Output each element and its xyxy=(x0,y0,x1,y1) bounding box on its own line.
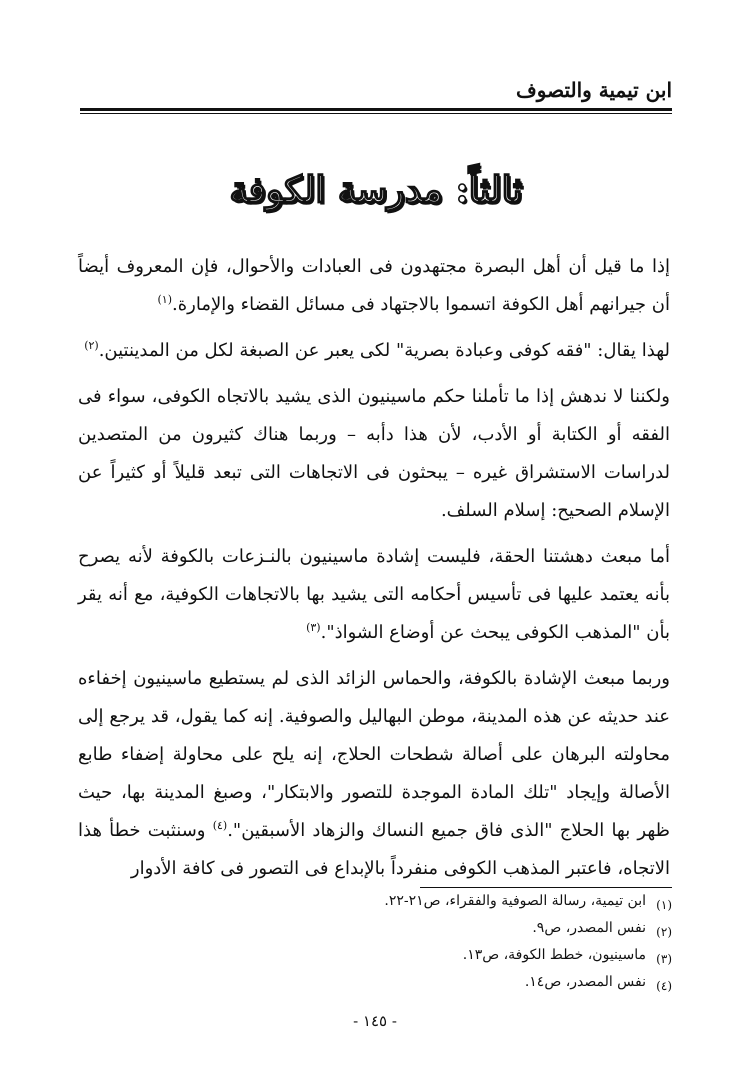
paragraph-5-text-a: وربما مبعث الإشادة بالكوفة، والحماس الزائد الذى لم يستطيع ماسينيون إخفاءه عند حديثه عن هذه المدينة، موطن البهاليل والصوفية. إنه كما يقول، قد يرجع إلى محاولته البرهان على أصالة شطحات الحلاج، إنه يلح على محاولة إضفاء طابع الأصالة وإيجاد "تلك المادة الموجدة للتصور والابتكار"، وصبغ المدينة بها، حيث ظهر بها الحلاج "الذى فاق جميع النساك والزهاد الأسبقين". xyxy=(78,668,670,841)
running-header: ابن تيمية والتصوف xyxy=(516,78,672,102)
header-rule xyxy=(80,108,672,111)
paragraph-5 xyxy=(78,660,670,888)
footnote-2 xyxy=(252,917,672,944)
footnote-1 xyxy=(252,890,672,917)
footnote-ref-2: (٢) xyxy=(84,339,99,352)
footnote-3-number: (٣) xyxy=(656,952,672,966)
footnote-3 xyxy=(252,944,672,971)
page-number: - ١٤٥ - xyxy=(353,1012,397,1030)
footnotes xyxy=(252,890,672,998)
paragraph-4 xyxy=(78,538,670,652)
paragraph-5-text-b: وسنثبت خطأ هذا الاتجاه، فاعتبر المذهب الكوفى منفرداً بالإبداع فى التصور فى كافة الأدوار xyxy=(78,820,670,879)
footnote-ref-3: (٣) xyxy=(306,621,321,634)
footnote-4-number: (٤) xyxy=(656,979,672,993)
footnote-1-text: ابن تيمية، رسالة الصوفية والفقراء، ص٢١-٢٢. xyxy=(384,893,646,909)
chapter-title xyxy=(80,160,672,220)
footnote-1-number: (١) xyxy=(656,898,672,912)
footnote-ref-4: (٤) xyxy=(212,819,228,832)
chapter-title-text: ثالثاً: مدرسة الكوفة xyxy=(229,169,523,211)
paragraph-2 xyxy=(78,332,670,370)
paragraph-2-text: لهذا يقال: "فقه كوفى وعبادة بصرية" لكى يعبر عن الصبغة لكل من المدينتين. xyxy=(98,340,670,361)
paragraph-3: ولكننا لا ندهش إذا ما تأملنا حكم ماسينيون الذى يشيد بالاتجاه الكوفى، سواء فى الفقه أو الكتابة أو الأدب، لأن هذا دأبه – وربما هناك كثيرون من المتصدين لدراسات الاستشراق غيره – يبحثون فى الاتجاهات التى تبعد قليلاً أو كثيراً عن الإسلام الصحيح: إسلام السلف. xyxy=(78,386,670,521)
footnote-4 xyxy=(252,971,672,998)
footnote-4-text: نفس المصدر، ص١٤. xyxy=(524,974,646,990)
footnote-2-text: نفس المصدر، ص٩. xyxy=(532,920,646,936)
paragraph-1 xyxy=(78,248,670,324)
footnote-2-number: (٢) xyxy=(656,925,672,939)
footnote-separator xyxy=(420,887,672,888)
footnote-3-text: ماسينيون، خطط الكوفة، ص١٣. xyxy=(462,947,646,963)
footnote-ref-1: (١) xyxy=(157,293,172,306)
header-rule-thin xyxy=(80,113,672,114)
paragraph-4-text: أما مبعث دهشتنا الحقة، فليست إشادة ماسينيون بالنـزعات بالكوفة لأنه يصرح بأنه يعتمد عليها فى تأسيس أحكامه التى يشيد بها بالاتجاهات الكوفية، مع أنه يقر بأن "المذهب الكوفى يبحث عن أوضاع الشواذ". xyxy=(78,546,670,643)
body-text xyxy=(78,248,670,888)
paragraph-1-text: إذا ما قيل أن أهل البصرة مجتهدون فى العبادات والأحوال، فإن المعروف أيضاً أن جيرانهم أهل الكوفة اتسموا بالاجتهاد فى مسائل القضاء والإمارة. xyxy=(78,256,670,315)
